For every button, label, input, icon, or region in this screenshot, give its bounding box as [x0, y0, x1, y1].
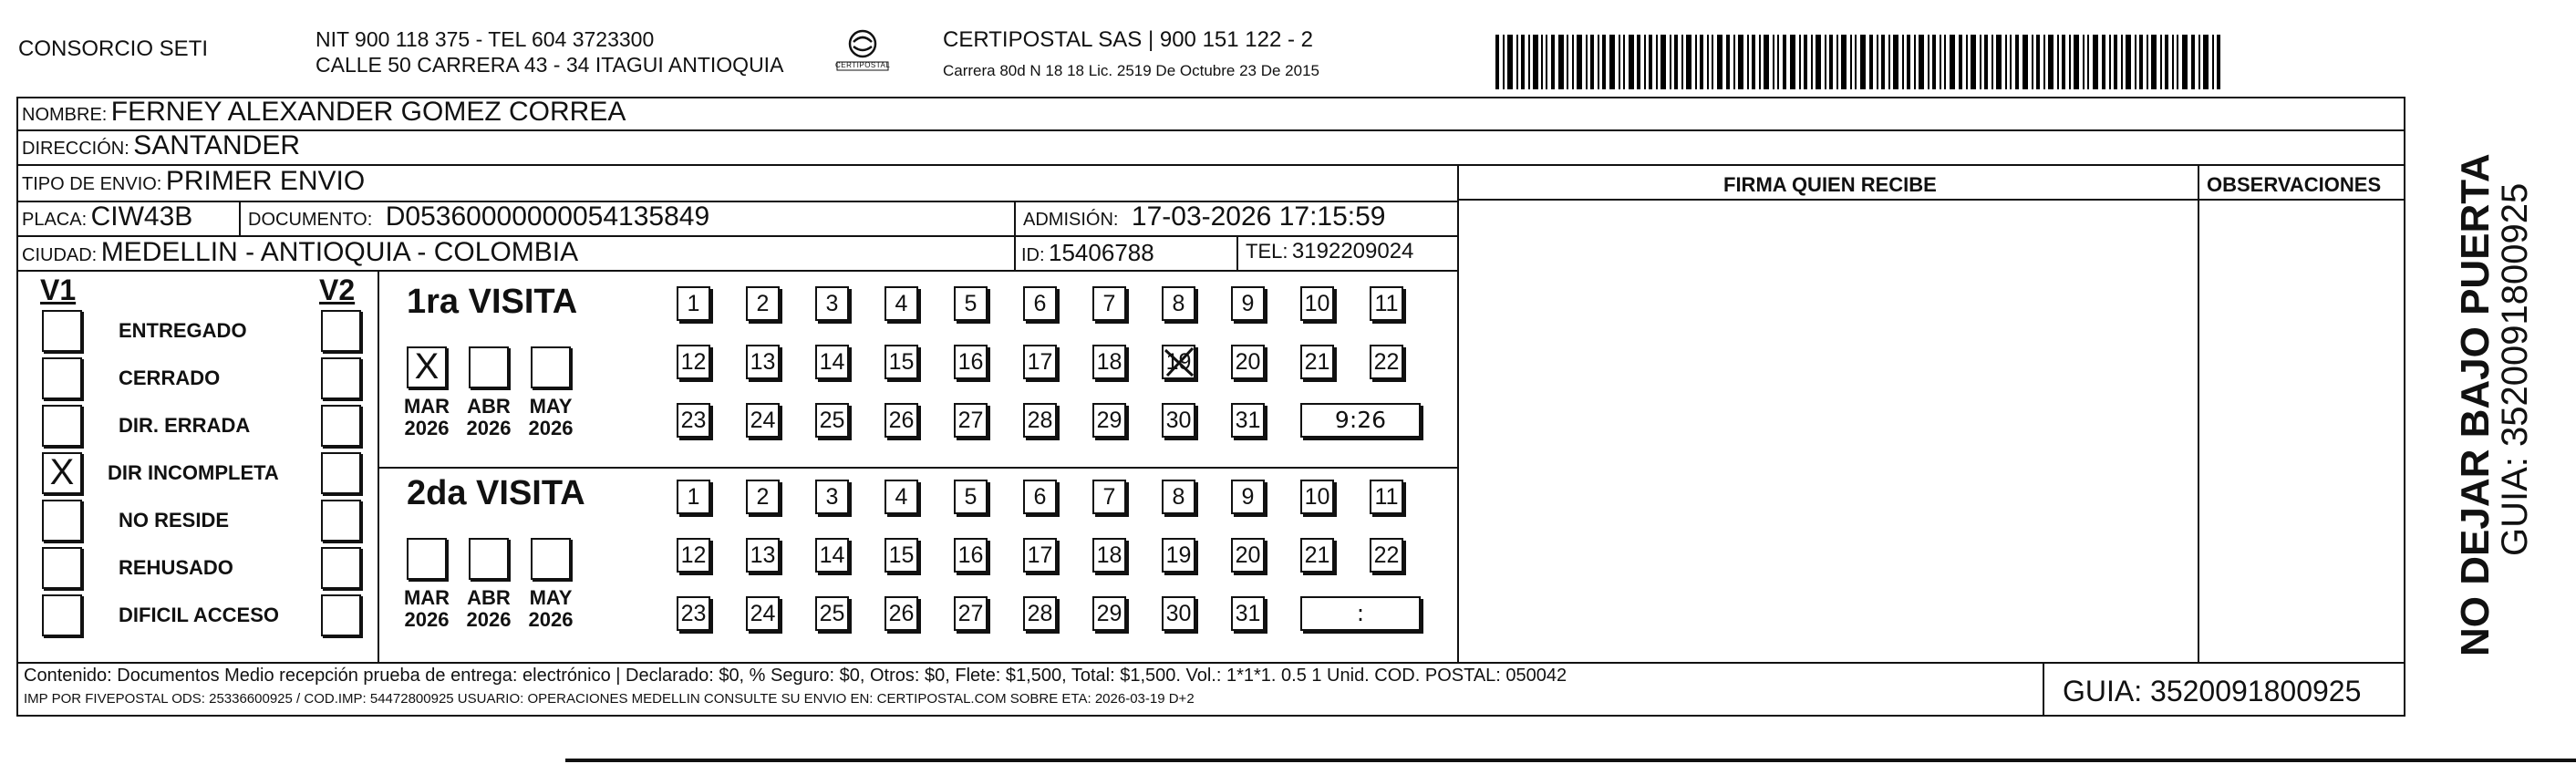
- day-box[interactable]: [1300, 480, 1334, 514]
- month-label: MAY: [529, 586, 573, 609]
- company-name: CONSORCIO SETI: [18, 36, 209, 61]
- day-box[interactable]: [677, 596, 710, 631]
- certipostal-line: CERTIPOSTAL SAS | 900 151 122 - 2: [943, 27, 1313, 52]
- day-number: 10: [1304, 484, 1330, 510]
- day-number: 21: [1304, 542, 1330, 568]
- day-number: 30: [1165, 601, 1192, 626]
- ciudad-row: [22, 237, 578, 268]
- v1-checkbox[interactable]: [42, 547, 82, 589]
- day-number: 12: [680, 349, 707, 375]
- month-label: MAY: [529, 395, 573, 418]
- direccion-row: [22, 130, 300, 161]
- month-checkbox[interactable]: [469, 346, 509, 388]
- day-box[interactable]: [885, 480, 918, 514]
- status-label: NO RESIDE: [119, 509, 230, 532]
- barcode: [1495, 35, 2225, 89]
- day-number: 13: [750, 349, 776, 375]
- first-visit-title: 1ra VISITA: [407, 283, 578, 321]
- day-box[interactable]: [1023, 596, 1057, 631]
- day-box[interactable]: [746, 480, 780, 514]
- day-number: 18: [1096, 349, 1122, 375]
- day-box[interactable]: [746, 286, 780, 321]
- day-box[interactable]: [1023, 403, 1057, 438]
- day-number: 10: [1304, 291, 1330, 316]
- nombre-row: [22, 97, 626, 128]
- day-box[interactable]: [954, 403, 988, 438]
- day-number: 7: [1102, 484, 1116, 510]
- documento-row: [248, 201, 709, 232]
- day-box[interactable]: [815, 480, 849, 514]
- day-box[interactable]: [954, 596, 988, 631]
- day-number: 23: [680, 601, 707, 626]
- month-year-label: [399, 587, 454, 631]
- documento-value: D05360000000054135849: [385, 201, 710, 232]
- day-box[interactable]: [1231, 403, 1265, 438]
- day-box[interactable]: [1023, 286, 1057, 321]
- v1-checkbox[interactable]: [42, 310, 82, 352]
- day-number: 4: [895, 291, 908, 316]
- license-line: Carrera 80d N 18 18 Lic. 2519 De Octubre 23 De 2015: [943, 62, 1319, 79]
- day-box[interactable]: [1162, 286, 1195, 321]
- day-number: 11: [1374, 291, 1399, 316]
- day-box[interactable]: [746, 345, 780, 379]
- day-box[interactable]: [1092, 403, 1126, 438]
- certipostal-logo-icon: [832, 27, 894, 78]
- day-number: 17: [1027, 349, 1053, 375]
- day-box[interactable]: [815, 596, 849, 631]
- v2-checkbox[interactable]: [321, 452, 361, 494]
- day-number: 24: [750, 408, 776, 433]
- tipo-value: PRIMER ENVIO: [165, 166, 366, 196]
- tel-label: TEL:: [1246, 240, 1288, 263]
- day-number: 9: [1241, 484, 1255, 510]
- v2-checkbox[interactable]: [321, 500, 361, 542]
- side-warning: NO DEJAR BAJO PUERTA: [2453, 153, 2498, 656]
- day-box[interactable]: [677, 286, 710, 321]
- day-number: 19: [1165, 542, 1192, 568]
- day-number: 18: [1096, 542, 1122, 568]
- logo-text: CERTIPOSTAL: [835, 61, 891, 69]
- day-number: 5: [964, 484, 978, 510]
- day-number: 3: [825, 291, 839, 316]
- day-number: 22: [1373, 542, 1400, 568]
- day-box[interactable]: [1162, 480, 1195, 514]
- status-label: CERRADO: [119, 367, 221, 389]
- tipo-label: TIPO DE ENVIO:: [22, 174, 162, 194]
- month-checkbox[interactable]: [407, 538, 447, 580]
- day-box[interactable]: [1231, 286, 1265, 321]
- day-box[interactable]: [815, 286, 849, 321]
- year-label: 2026: [404, 608, 450, 631]
- id-row: [1021, 239, 1154, 267]
- nombre-label: NOMBRE:: [22, 105, 108, 125]
- day-box[interactable]: [746, 403, 780, 438]
- day-box[interactable]: [1162, 596, 1195, 631]
- day-box[interactable]: [885, 538, 918, 573]
- day-box[interactable]: [1300, 538, 1334, 573]
- day-box[interactable]: [1370, 480, 1403, 514]
- day-number: 25: [819, 408, 845, 433]
- direccion-label: DIRECCIÓN:: [22, 139, 129, 159]
- day-number: 28: [1027, 601, 1053, 626]
- day-number: 20: [1235, 542, 1261, 568]
- day-box[interactable]: [1370, 286, 1403, 321]
- day-box[interactable]: [815, 345, 849, 379]
- day-box[interactable]: [1023, 345, 1057, 379]
- ciudad-value: MEDELLIN - ANTIOQUIA - COLOMBIA: [100, 237, 579, 267]
- placa-row: [22, 201, 192, 232]
- day-number: 27: [957, 601, 984, 626]
- v1-checkbox[interactable]: [42, 500, 82, 542]
- v1-checkbox[interactable]: [42, 357, 82, 399]
- year-label: 2026: [528, 608, 574, 631]
- day-number: 31: [1235, 408, 1261, 433]
- day-number: 26: [888, 408, 915, 433]
- day-box[interactable]: [1023, 480, 1057, 514]
- contenido-text: Contenido: Documentos Medio recepción prueba de entrega: electrónico | Declarado: $0, % Seguro: $0, Otros: $0, Flete: $1,500, Total: $1,500. Vol.: 1*1*1. 0.5 1 Unid. COD. POSTAL: 050042: [24, 666, 1567, 686]
- day-box[interactable]: [954, 538, 988, 573]
- day-number: 21: [1304, 349, 1330, 375]
- day-number: 29: [1096, 408, 1122, 433]
- second-visit-title: 2da VISITA: [407, 474, 585, 512]
- day-number: 14: [819, 349, 845, 375]
- time-box[interactable]: :: [1300, 596, 1421, 631]
- day-number: 1: [687, 484, 700, 510]
- month-year-label: [461, 587, 516, 631]
- side-guia: GUIA: 3520091800925: [2495, 182, 2535, 556]
- v1-checkbox[interactable]: [42, 405, 82, 447]
- day-box[interactable]: [954, 286, 988, 321]
- v2-checkbox[interactable]: [321, 594, 361, 636]
- day-number: 27: [957, 408, 984, 433]
- direccion-value: SANTANDER: [133, 130, 301, 160]
- imp-text: IMP POR FIVEPOSTAL ODS: 25336600925 / COD.IMP: 54472800925 USUARIO: OPERACIONES MEDELLIN CONSULTE SU ENVIO EN: CERTIPOSTAL.COM SOBRE ETA: 2026-03-19 D+2: [24, 691, 1195, 707]
- v2-checkbox[interactable]: [321, 310, 361, 352]
- day-box[interactable]: [1162, 538, 1195, 573]
- day-number: 3: [825, 484, 839, 510]
- day-box[interactable]: [815, 538, 849, 573]
- day-box[interactable]: [1162, 345, 1195, 379]
- year-label: 2026: [528, 417, 574, 439]
- day-cross-mark: [1162, 345, 1198, 381]
- day-box[interactable]: [1092, 596, 1126, 631]
- footer-guia: GUIA: 3520091800925: [2063, 675, 2362, 707]
- observaciones-header: OBSERVACIONES: [2207, 173, 2382, 196]
- day-box[interactable]: [1162, 403, 1195, 438]
- day-box[interactable]: [746, 538, 780, 573]
- day-box[interactable]: [1092, 286, 1126, 321]
- month-checkbox[interactable]: [531, 346, 571, 388]
- day-box[interactable]: [954, 345, 988, 379]
- admision-label: ADMISIÓN:: [1023, 210, 1119, 230]
- day-box[interactable]: [885, 596, 918, 631]
- day-number: 31: [1235, 601, 1261, 626]
- day-box[interactable]: [1092, 480, 1126, 514]
- nit-line: NIT 900 118 375 - TEL 604 3723300: [316, 27, 655, 51]
- day-number: 4: [895, 484, 908, 510]
- day-box[interactable]: [677, 345, 710, 379]
- day-number: 15: [888, 542, 915, 568]
- day-number: 11: [1374, 484, 1399, 510]
- day-box[interactable]: [1300, 345, 1334, 379]
- day-number: 7: [1102, 291, 1116, 316]
- day-number: 24: [750, 601, 776, 626]
- day-box[interactable]: [1231, 596, 1265, 631]
- placa-label: PLACA:: [22, 210, 88, 230]
- day-number: 20: [1235, 349, 1261, 375]
- day-number: 30: [1165, 408, 1192, 433]
- day-number: 9: [1241, 291, 1255, 316]
- status-label: REHUSADO: [119, 556, 233, 579]
- day-box[interactable]: [746, 596, 780, 631]
- day-box[interactable]: [1092, 345, 1126, 379]
- status-label: DIR INCOMPLETA: [108, 461, 279, 484]
- day-number: 25: [819, 601, 845, 626]
- address-line: CALLE 50 CARRERA 43 - 34 ITAGUI ANTIOQUIA: [316, 53, 784, 77]
- month-checkbox[interactable]: [469, 538, 509, 580]
- day-box[interactable]: [677, 403, 710, 438]
- day-box[interactable]: [1370, 538, 1403, 573]
- v1-label: V1: [40, 274, 77, 306]
- admision-value: 17-03-2026 17:15:59: [1131, 201, 1386, 232]
- day-number: 14: [819, 542, 845, 568]
- day-box[interactable]: [1092, 538, 1126, 573]
- day-number: 16: [957, 349, 984, 375]
- day-box[interactable]: [885, 403, 918, 438]
- label-frame: [16, 97, 2405, 717]
- time-box[interactable]: 9:26: [1300, 403, 1421, 438]
- day-box[interactable]: [1370, 345, 1403, 379]
- month-label: ABR: [467, 395, 511, 418]
- month-year-label: [461, 396, 516, 439]
- day-number: 28: [1027, 408, 1053, 433]
- tipo-row: [22, 166, 365, 197]
- day-box[interactable]: [885, 286, 918, 321]
- day-number: 12: [680, 542, 707, 568]
- v2-label: V2: [319, 274, 356, 306]
- day-number: 2: [756, 291, 770, 316]
- month-label: ABR: [467, 586, 511, 609]
- year-label: 2026: [466, 608, 512, 631]
- day-number: 13: [750, 542, 776, 568]
- nombre-value: FERNEY ALEXANDER GOMEZ CORREA: [110, 97, 626, 127]
- day-box[interactable]: [885, 345, 918, 379]
- day-box[interactable]: [1231, 345, 1265, 379]
- ciudad-label: CIUDAD:: [22, 245, 98, 265]
- day-box[interactable]: [677, 480, 710, 514]
- status-label: ENTREGADO: [119, 319, 247, 342]
- day-number: 6: [1033, 291, 1047, 316]
- day-number: 1: [687, 291, 700, 316]
- id-label: ID:: [1021, 245, 1045, 265]
- day-number: 15: [888, 349, 915, 375]
- month-year-label: [399, 396, 454, 439]
- month-year-label: [523, 587, 578, 631]
- day-number: 8: [1172, 291, 1185, 316]
- day-box[interactable]: [1231, 538, 1265, 573]
- day-number: 29: [1096, 601, 1122, 626]
- v2-checkbox[interactable]: [321, 357, 361, 399]
- status-label: DIR. ERRADA: [119, 414, 251, 437]
- day-number: 6: [1033, 484, 1047, 510]
- day-number: 26: [888, 601, 915, 626]
- month-year-label: [523, 396, 578, 439]
- day-box[interactable]: [1300, 286, 1334, 321]
- day-number: 16: [957, 542, 984, 568]
- documento-label: DOCUMENTO:: [248, 210, 373, 230]
- year-label: 2026: [466, 417, 512, 439]
- v2-checkbox[interactable]: [321, 405, 361, 447]
- v1-checkbox[interactable]: X: [42, 452, 82, 494]
- day-number: 5: [964, 291, 978, 316]
- day-number: 22: [1373, 349, 1400, 375]
- day-box[interactable]: [1231, 480, 1265, 514]
- tel-value: 3192209024: [1291, 239, 1414, 263]
- month-checkbox[interactable]: X: [407, 346, 447, 388]
- day-number: 17: [1027, 542, 1053, 568]
- day-number: 19: [1165, 349, 1192, 375]
- status-label: DIFICIL ACCESO: [119, 604, 280, 626]
- day-box[interactable]: [815, 403, 849, 438]
- day-number: 8: [1172, 484, 1185, 510]
- v1-checkbox[interactable]: [42, 594, 82, 636]
- day-box[interactable]: [1023, 538, 1057, 573]
- v2-checkbox[interactable]: [321, 547, 361, 589]
- year-label: 2026: [404, 417, 450, 439]
- month-label: MAR: [403, 586, 450, 609]
- day-box[interactable]: [677, 538, 710, 573]
- day-number: 23: [680, 408, 707, 433]
- tel-row: [1246, 239, 1413, 264]
- month-checkbox[interactable]: [531, 538, 571, 580]
- id-value: 15406788: [1049, 239, 1154, 266]
- placa-value: CIW43B: [90, 201, 193, 232]
- admision-row: [1023, 201, 1385, 232]
- firma-header: FIRMA QUIEN RECIBE: [1723, 173, 1937, 196]
- day-number: 2: [756, 484, 770, 510]
- day-box[interactable]: [954, 480, 988, 514]
- month-label: MAR: [403, 395, 450, 418]
